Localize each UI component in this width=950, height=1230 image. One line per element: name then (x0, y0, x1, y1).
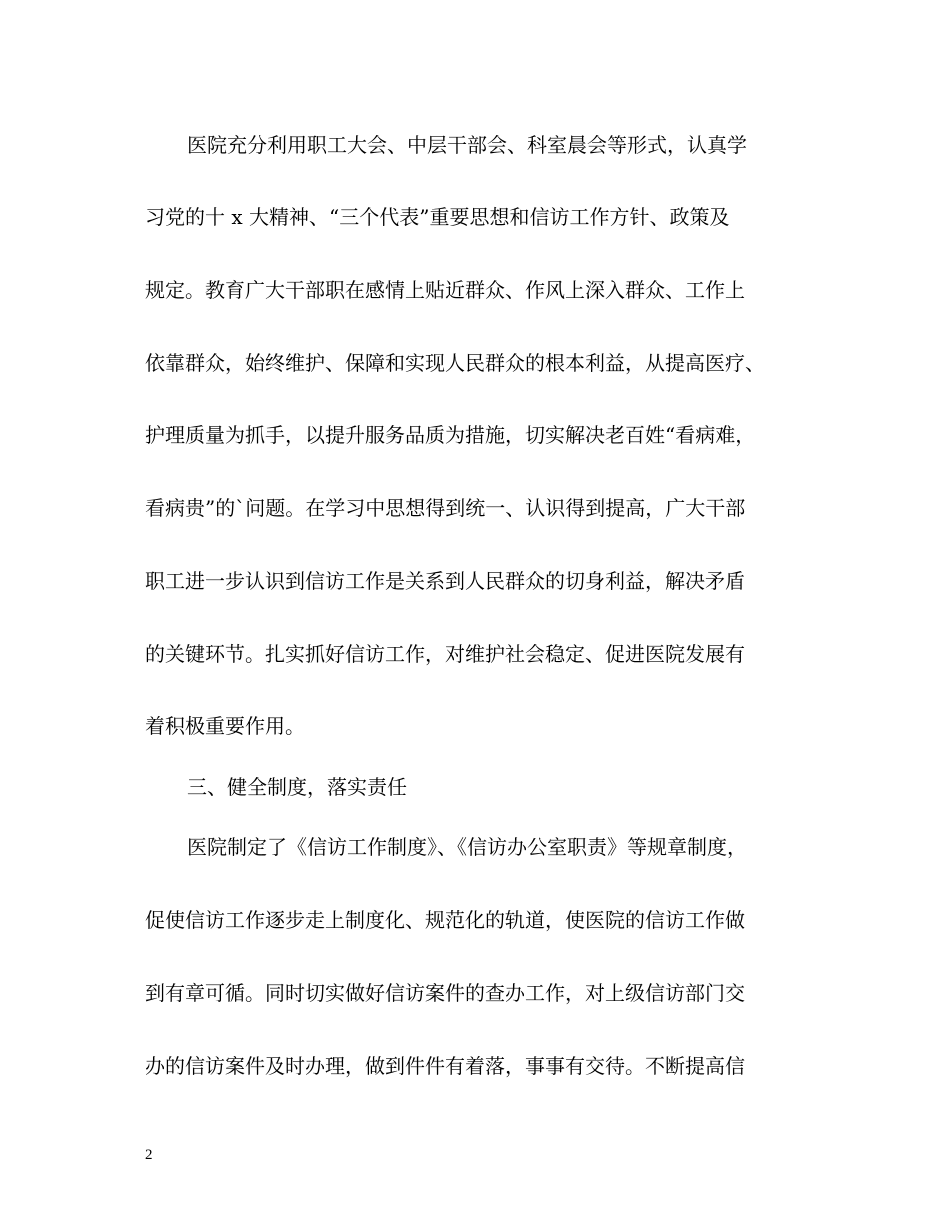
paragraph-line-7: 职工进一步认识到信访工作是关系到人民群众的切身利益，解决矛盾 (145, 569, 745, 593)
paragraph-line-9: 着积极重要作用。 (145, 714, 305, 738)
page-number: 2 (145, 1147, 153, 1163)
paragraph-line-12: 促使信访工作逐步走上制度化、规范化的轨道，使医院的信访工作做 (145, 908, 745, 932)
paragraph-line-3: 规定。教育广大干部职在感情上贴近群众、作风上深入群众、工作上 (145, 278, 745, 302)
paragraph-line-14: 办的信访案件及时办理，做到件件有着落，事事有交待。不断提高信 (145, 1054, 745, 1078)
paragraph-line-8: 的关键环节。扎实抓好信访工作，对维护社会稳定、促进医院发展有 (145, 642, 745, 666)
paragraph-line-6: 看病贵”的`问题。在学习中思想得到统一、认识得到提高，广大干部 (145, 496, 746, 520)
paragraph-line-1: 医院充分利用职工大会、中层干部会、科室晨会等形式，认真学 (187, 133, 747, 157)
paragraph-line-11: 医院制定了《信访工作制度》、《信访办公室职责》等规章制度， (187, 835, 747, 859)
section-heading: 三、健全制度，落实责任 (187, 775, 407, 799)
paragraph-line-4: 依靠群众，始终维护、保障和实现人民群众的根本利益，从提高医疗、 (145, 351, 765, 375)
paragraph-line-5: 护理质量为抓手，以提升服务品质为措施，切实解决老百姓“看病难， (145, 423, 756, 447)
paragraph-line-2: 习党的十 x 大精神、“三个代表”重要思想和信访工作方针、政策及 (145, 205, 730, 229)
paragraph-line-13: 到有章可循。同时切实做好信访案件的查办工作，对上级信访部门交 (145, 981, 745, 1005)
